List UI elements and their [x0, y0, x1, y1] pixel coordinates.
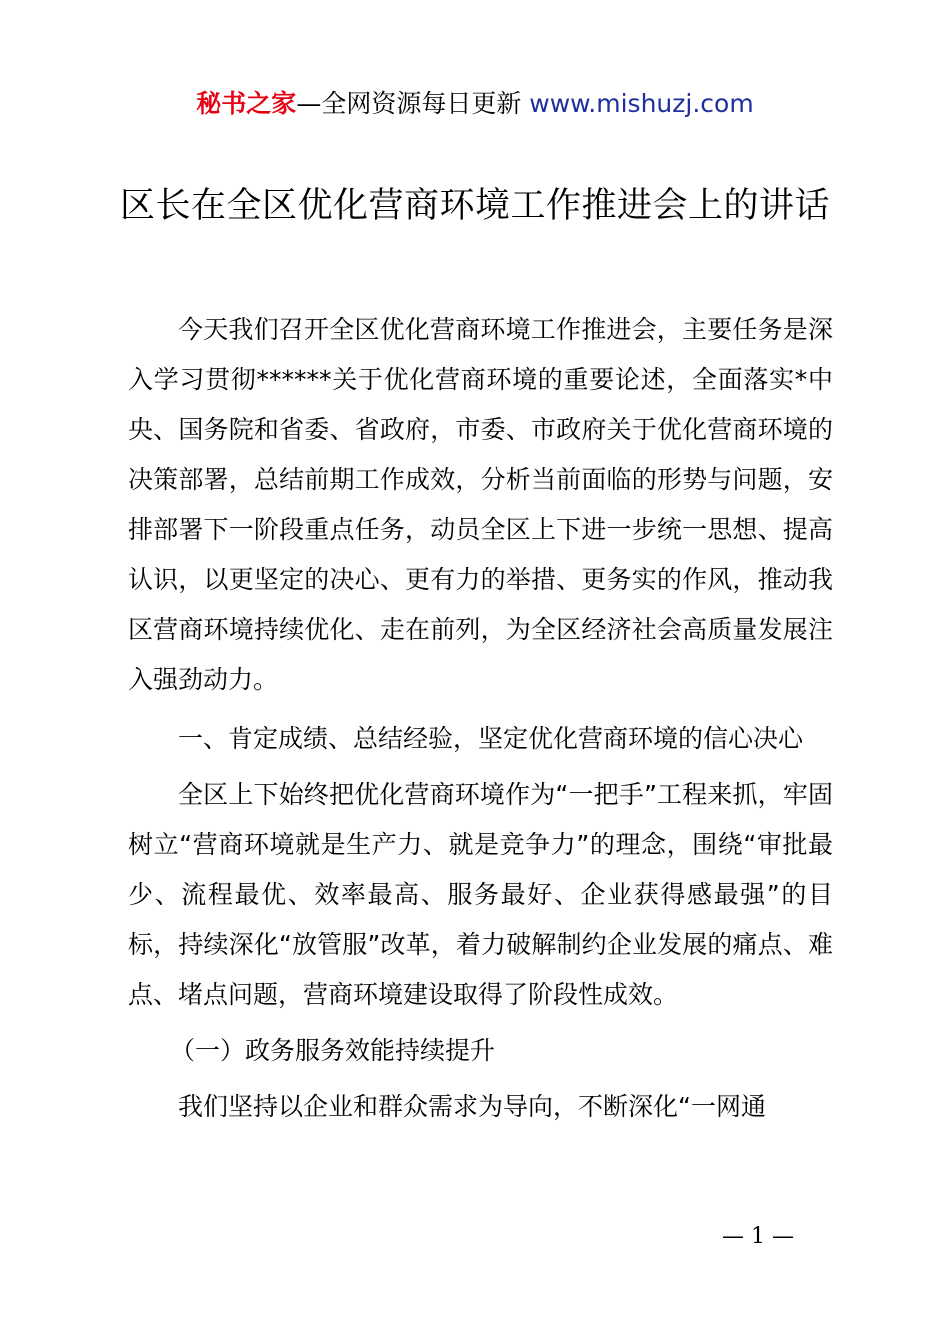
site-brand: 秘书之家	[196, 89, 297, 118]
site-tagline: —全网资源每日更新	[296, 89, 530, 118]
subsection-paragraph-1: 我们坚持以企业和群众需求为导向，不断深化“一网通	[178, 1092, 766, 1121]
page-number: — 1 —	[722, 1224, 794, 1249]
document-body	[128, 305, 833, 1132]
section-heading-1: 一、肯定成绩、总结经验，坚定优化营商环境的信心决心	[178, 724, 804, 753]
site-url: www.mishuzj.com	[529, 89, 754, 118]
document-title: 区长在全区优化营商环境工作推进会上的讲话	[119, 186, 830, 226]
section-paragraph-1: 全区上下始终把优化营商环境作为“一把手”工程来抓，牢固树立“营商环境就是生产力、就是竞争力”的理念，围绕“审批最少、流程最优、效率最高、服务最好、企业获得感最强”的目标，持续深化“放管服”改革，着力破解制约企业发展的痛点、难点、堵点问题，营商环境建设取得了阶段性成效。	[128, 780, 833, 1009]
intro-paragraph: 今天我们召开全区优化营商环境工作推进会，主要任务是深入学习贯彻******关于优化营商环境的重要论述，全面落实*中央、国务院和省委、省政府，市委、市政府关于优化营商环境的决策部署，总结前期工作成效，分析当前面临的形势与问题，安排部署下一阶段重点任务，动员全区上下进一步统一思想、提高认识，以更坚定的决心、更有力的举措、更务实的作风，推动我区营商环境持续优化、走在前列，为全区经济社会高质量发展注入强劲动力。	[128, 315, 833, 694]
subsection-heading-1: （一）政务服务效能持续提升	[170, 1036, 496, 1065]
site-header	[0, 86, 950, 122]
